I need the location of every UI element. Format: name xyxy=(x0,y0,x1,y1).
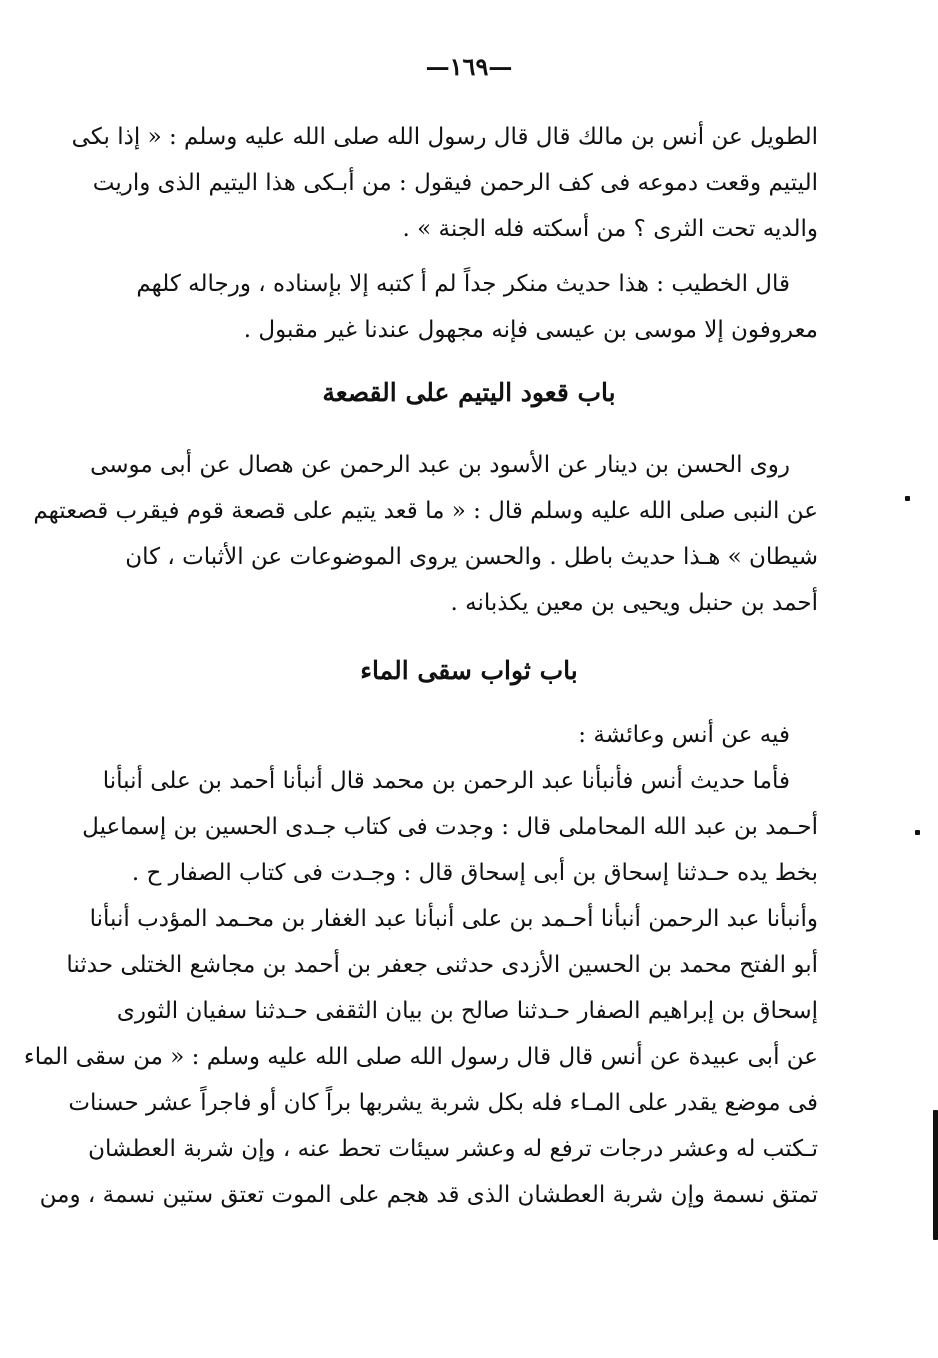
text-line: شيطان » هـذا حديث باطل . والحسن يروى الموضوعات عن الأثبات ، كان xyxy=(125,544,818,570)
paragraph-4 xyxy=(158,712,818,758)
section-heading-2: باب ثواب سقى الماء xyxy=(360,656,578,685)
text-line: والديه تحت الثرى ؟ من أسكته فله الجنة » . xyxy=(402,216,818,242)
text-line: تمتق نسمة وإن شربة العطشان الذى قد هجم على الموت تعتق ستين نسمة ، ومن xyxy=(39,1182,818,1208)
text-line: تـكتب له وعشر درجات ترفع له وعشر سيئات تحط عنه ، وإن شربة العطشان xyxy=(88,1136,818,1162)
section-heading-1: باب قعود اليتيم على القصعة xyxy=(322,378,616,407)
paragraph-1 xyxy=(71,114,818,252)
scan-mark xyxy=(915,830,920,835)
text-line: عن أبى عبيدة عن أنس قال قال رسول الله صلى الله عليه وسلم : « من سقى الماء xyxy=(23,1044,818,1070)
text-line: اليتيم وقعت دموعه فى كف الرحمن فيقول : من أبـكى هذا اليتيم الذى واريت xyxy=(92,170,818,196)
text-line: معروفون إلا موسى بن عيسى فإنه مجهول عندنا غير مقبول . xyxy=(243,317,818,343)
scan-edge-mark xyxy=(933,1110,938,1240)
text-line: فيه عن أنس وعائشة : xyxy=(578,722,790,748)
text-line: أحمد بن حنبل ويحيى بن معين يكذبانه . xyxy=(450,590,818,616)
paragraph-2 xyxy=(136,261,818,353)
text-line: وأنبأنا عبد الرحمن أنبأنا أحـمد بن على أنبأنا عبد الغفار بن محـمد المؤدب أنبأنا xyxy=(89,906,818,932)
text-line: بخط يده حـدثنا إسحاق بن أبى إسحاق قال : وجـدت فى كتاب الصفار ح . xyxy=(131,860,818,886)
paragraph-5 xyxy=(23,758,818,1218)
text-line: فأما حديث أنس فأنبأنا عبد الرحمن بن محمد قال أنبأنا أحمد بن على أنبأنا xyxy=(102,768,790,794)
text-line: قال الخطيب : هذا حديث منكر جداً لم أ كتبه إلا بإسناده ، ورجاله كلهم xyxy=(136,271,790,297)
paragraph-3 xyxy=(33,442,818,626)
text-line: إسحاق بن إبراهيم الصفار حـدثنا صالح بن بيان الثقفى حـدثنا سفيان الثورى xyxy=(116,998,818,1024)
scan-mark xyxy=(905,496,910,501)
text-line: أحـمد بن عبد الله المحاملى قال : وجدت فى كتاب جـدى الحسين بن إسماعيل xyxy=(82,814,818,840)
text-line: فى موضع يقدر على المـاء فله بكل شربة يشربها براً كان أو فاجراً عشر حسنات xyxy=(68,1090,818,1116)
text-line: أبو الفتح محمد بن الحسين الأزدى حدثنى جعفر بن أحمد بن مجاشع الختلى حدثنا xyxy=(66,952,818,978)
text-line: الطويل عن أنس بن مالك قال قال رسول الله صلى الله عليه وسلم : « إذا بكى xyxy=(71,124,818,150)
text-line: روى الحسن بن دينار عن الأسود بن عبد الرحمن عن هصال عن أبى موسى xyxy=(90,452,790,478)
page-number: —١٦٩— xyxy=(425,52,513,81)
text-line: عن النبى صلى الله عليه وسلم قال : « ما قعد يتيم على قصعة قوم فيقرب قصعتهم xyxy=(33,498,818,524)
